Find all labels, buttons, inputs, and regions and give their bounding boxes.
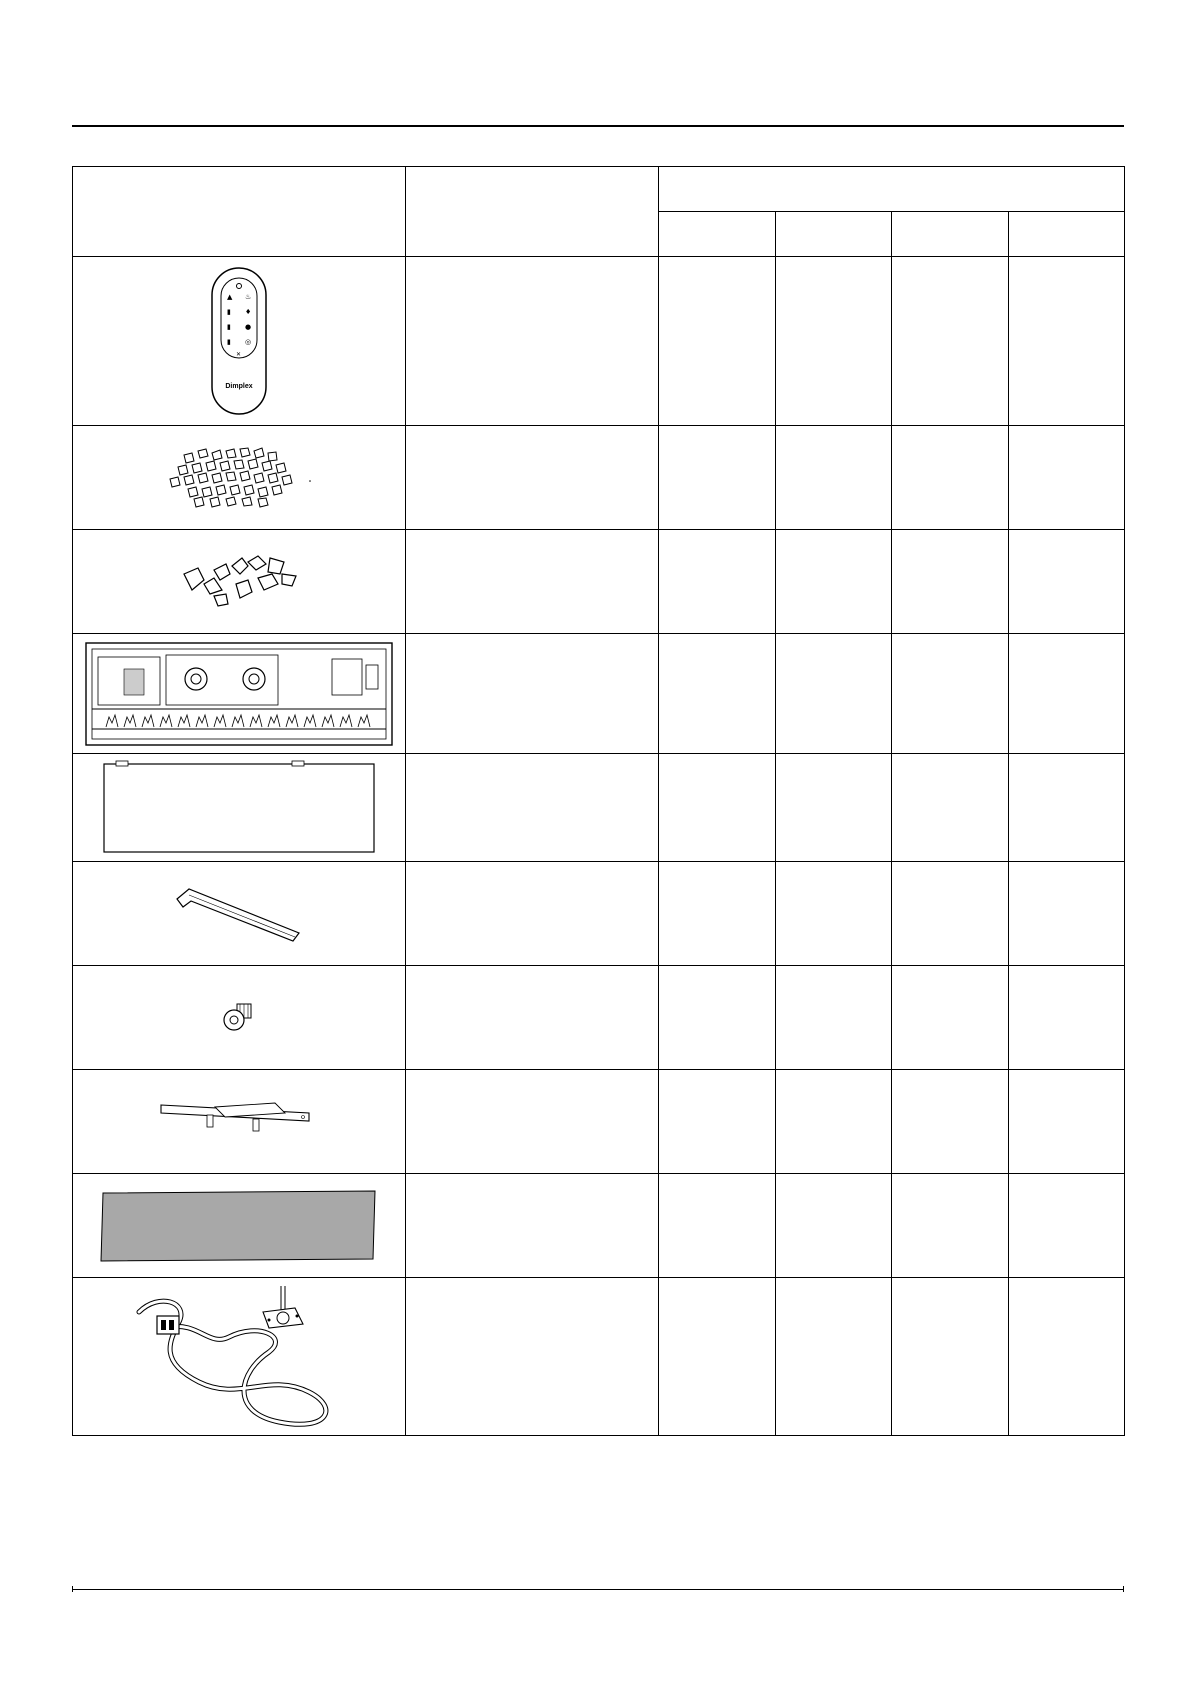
firebox-insert-icon	[84, 639, 394, 749]
rule-tick-left	[72, 1586, 73, 1592]
table-row	[73, 1278, 1125, 1436]
table-row	[73, 634, 1125, 754]
qty-cell	[776, 862, 892, 966]
table-row	[73, 862, 1125, 966]
table-row	[73, 1174, 1125, 1278]
svg-text:✕: ✕	[236, 351, 242, 358]
illustration-cell	[73, 862, 406, 966]
qty-cell	[776, 634, 892, 754]
header-illustration	[73, 167, 406, 257]
rule-tick-right	[1123, 1586, 1124, 1592]
qty-cell	[659, 1070, 776, 1174]
svg-text:♨: ♨	[245, 293, 252, 301]
hex-key-icon	[169, 881, 309, 946]
qty-cell	[892, 426, 1009, 530]
qty-cell	[776, 754, 892, 862]
qty-cell	[892, 530, 1009, 634]
description-cell	[406, 426, 659, 530]
qty-cell	[776, 257, 892, 426]
qty-cell	[892, 754, 1009, 862]
svg-text:▲: ▲	[227, 293, 233, 301]
svg-text:▮: ▮	[227, 338, 231, 346]
qty-cell	[776, 966, 892, 1070]
qty-cell	[1009, 862, 1125, 966]
qty-cell	[659, 634, 776, 754]
illustration-cell	[73, 634, 406, 754]
parts-table	[72, 166, 1125, 1436]
qty-cell	[892, 634, 1009, 754]
header-sub-3	[892, 212, 1009, 257]
mounting-bracket-icon	[159, 1099, 319, 1144]
illustration-cell	[73, 530, 406, 634]
header-sub-4	[1009, 212, 1125, 257]
illustration-cell	[73, 426, 406, 530]
qty-cell	[659, 530, 776, 634]
svg-text:▮: ▮	[227, 323, 231, 331]
qty-cell	[1009, 754, 1125, 862]
remote-control-icon	[209, 266, 269, 416]
qty-cell	[659, 862, 776, 966]
small-media-rocks-icon	[164, 445, 314, 510]
qty-cell	[776, 1070, 892, 1174]
qty-cell	[776, 1278, 892, 1436]
front-glass-panel-icon	[102, 760, 377, 855]
description-cell	[406, 1278, 659, 1436]
qty-cell	[1009, 1070, 1125, 1174]
svg-text:♦: ♦	[245, 308, 252, 316]
qty-cell	[1009, 1278, 1125, 1436]
qty-cell	[892, 257, 1009, 426]
svg-text:●: ●	[245, 323, 252, 331]
illustration-cell	[73, 1070, 406, 1174]
bottom-rule	[72, 1589, 1124, 1590]
illustration-cell	[73, 966, 406, 1070]
qty-cell	[1009, 257, 1125, 426]
top-rule	[72, 125, 1124, 127]
qty-cell	[659, 1278, 776, 1436]
power-cord-icon	[129, 1282, 349, 1432]
svg-text:◎: ◎	[245, 338, 252, 346]
screw-icon	[221, 998, 257, 1038]
description-cell	[406, 754, 659, 862]
description-cell	[406, 530, 659, 634]
qty-cell	[892, 862, 1009, 966]
qty-cell	[776, 530, 892, 634]
qty-cell	[892, 1070, 1009, 1174]
description-cell	[406, 257, 659, 426]
grey-panel-icon	[99, 1189, 379, 1263]
header-sub-1	[659, 212, 776, 257]
qty-cell	[659, 257, 776, 426]
header-quantity-group	[659, 167, 1125, 212]
large-media-rocks-icon	[174, 554, 304, 609]
illustration-cell	[73, 1174, 406, 1278]
qty-cell	[659, 754, 776, 862]
qty-cell	[659, 426, 776, 530]
illustration-cell	[73, 1278, 406, 1436]
header-description	[406, 167, 659, 257]
description-cell	[406, 862, 659, 966]
qty-cell	[659, 966, 776, 1070]
table-row	[73, 257, 1125, 426]
header-sub-2	[776, 212, 892, 257]
remote-logo: Dimplex	[225, 383, 253, 390]
table-row	[73, 754, 1125, 862]
qty-cell	[1009, 634, 1125, 754]
qty-cell	[1009, 530, 1125, 634]
description-cell	[406, 1174, 659, 1278]
qty-cell	[1009, 426, 1125, 530]
table-row	[73, 530, 1125, 634]
description-cell	[406, 634, 659, 754]
qty-cell	[892, 1278, 1009, 1436]
illustration-cell	[73, 257, 406, 426]
svg-text:▮: ▮	[227, 308, 231, 316]
description-cell	[406, 966, 659, 1070]
qty-cell	[1009, 1174, 1125, 1278]
description-cell	[406, 1070, 659, 1174]
qty-cell	[892, 966, 1009, 1070]
table-row	[73, 966, 1125, 1070]
qty-cell	[776, 1174, 892, 1278]
table-row	[73, 426, 1125, 530]
qty-cell	[1009, 966, 1125, 1070]
qty-cell	[659, 1174, 776, 1278]
illustration-cell	[73, 754, 406, 862]
table-row	[73, 1070, 1125, 1174]
header-row	[73, 167, 1125, 212]
qty-cell	[892, 1174, 1009, 1278]
qty-cell	[776, 426, 892, 530]
